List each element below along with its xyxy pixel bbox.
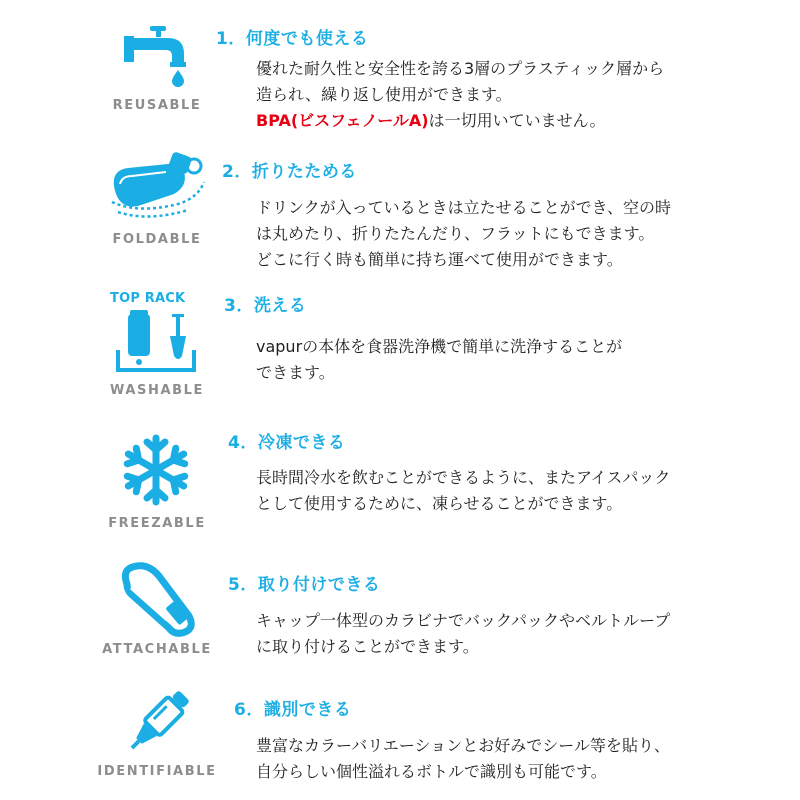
feature-heading-foldable: 2．折りたためる [222,162,357,182]
snowflake-icon [118,432,194,508]
feature-label-freezable: FREEZABLE [108,516,206,531]
feature-description-foldable [256,195,671,273]
dishwasher-rack-icon [112,310,200,376]
description-line: 優れた耐久性と安全性を誇る3層のプラスティック層から [256,59,665,78]
description-line: できます。 [256,363,335,382]
feature-heading-reusable: 1．何度でも使える [216,29,369,49]
feature-label-foldable: FOLDABLE [112,232,202,247]
description-line [256,108,664,134]
carabiner-icon [117,562,197,638]
description-line: vapurの本体を食器洗浄機で簡単に洗浄することが [256,337,623,356]
feature-description-freezable [256,465,670,517]
description-line: 豊富なカラーバリエーションとお好みでシール等を貼り、 [256,736,670,755]
description-line: 自分らしい個性溢れるボトルで識別も可能です。 [256,762,607,781]
faucet-icon [122,26,194,88]
feature-label-identifiable: IDENTIFIABLE [97,764,217,779]
description-line: 長時間冷水を飲むことができるように、またアイスパック [256,468,671,487]
description-line: として使用するために、凍らせることができます。 [256,494,623,513]
feature-description-attachable [256,608,670,660]
feature-description-washable [256,334,622,386]
feature-description-reusable [256,56,664,134]
feature-heading-attachable: 5．取り付けできる [228,575,381,595]
top-rack-caption: TOP RACK [110,291,186,306]
feature-heading-identifiable: 6．識別できる [234,700,352,720]
feature-label-washable: WASHABLE [110,383,204,398]
description-line: どこに行く時も簡単に持ち運べて使用ができます。 [256,250,623,269]
folded-bottle-icon [108,152,208,224]
description-line: ドリンクが入っているときは立たせることができ、空の時 [256,198,672,217]
feature-heading-washable: 3．洗える [224,296,307,316]
description-line: 造られ、繰り返し使用ができます。 [256,85,512,104]
marker-pen-icon [118,688,194,760]
feature-heading-freezable: 4．冷凍できる [228,433,346,453]
feature-label-reusable: REUSABLE [112,98,202,113]
feature-description-identifiable [256,733,670,785]
feature-label-attachable: ATTACHABLE [102,642,212,657]
description-line: キャップ一体型のカラビナでバックパックやベルトループ [256,611,671,630]
description-line: は丸めたり、折りたたんだり、フラットにもできます。 [256,224,655,243]
bpa-warning-rest: は一切用いていません。 [428,111,606,130]
bpa-warning-text: BPA(ビスフェノールA) [256,111,429,130]
description-line: に取り付けることができます。 [256,637,479,656]
